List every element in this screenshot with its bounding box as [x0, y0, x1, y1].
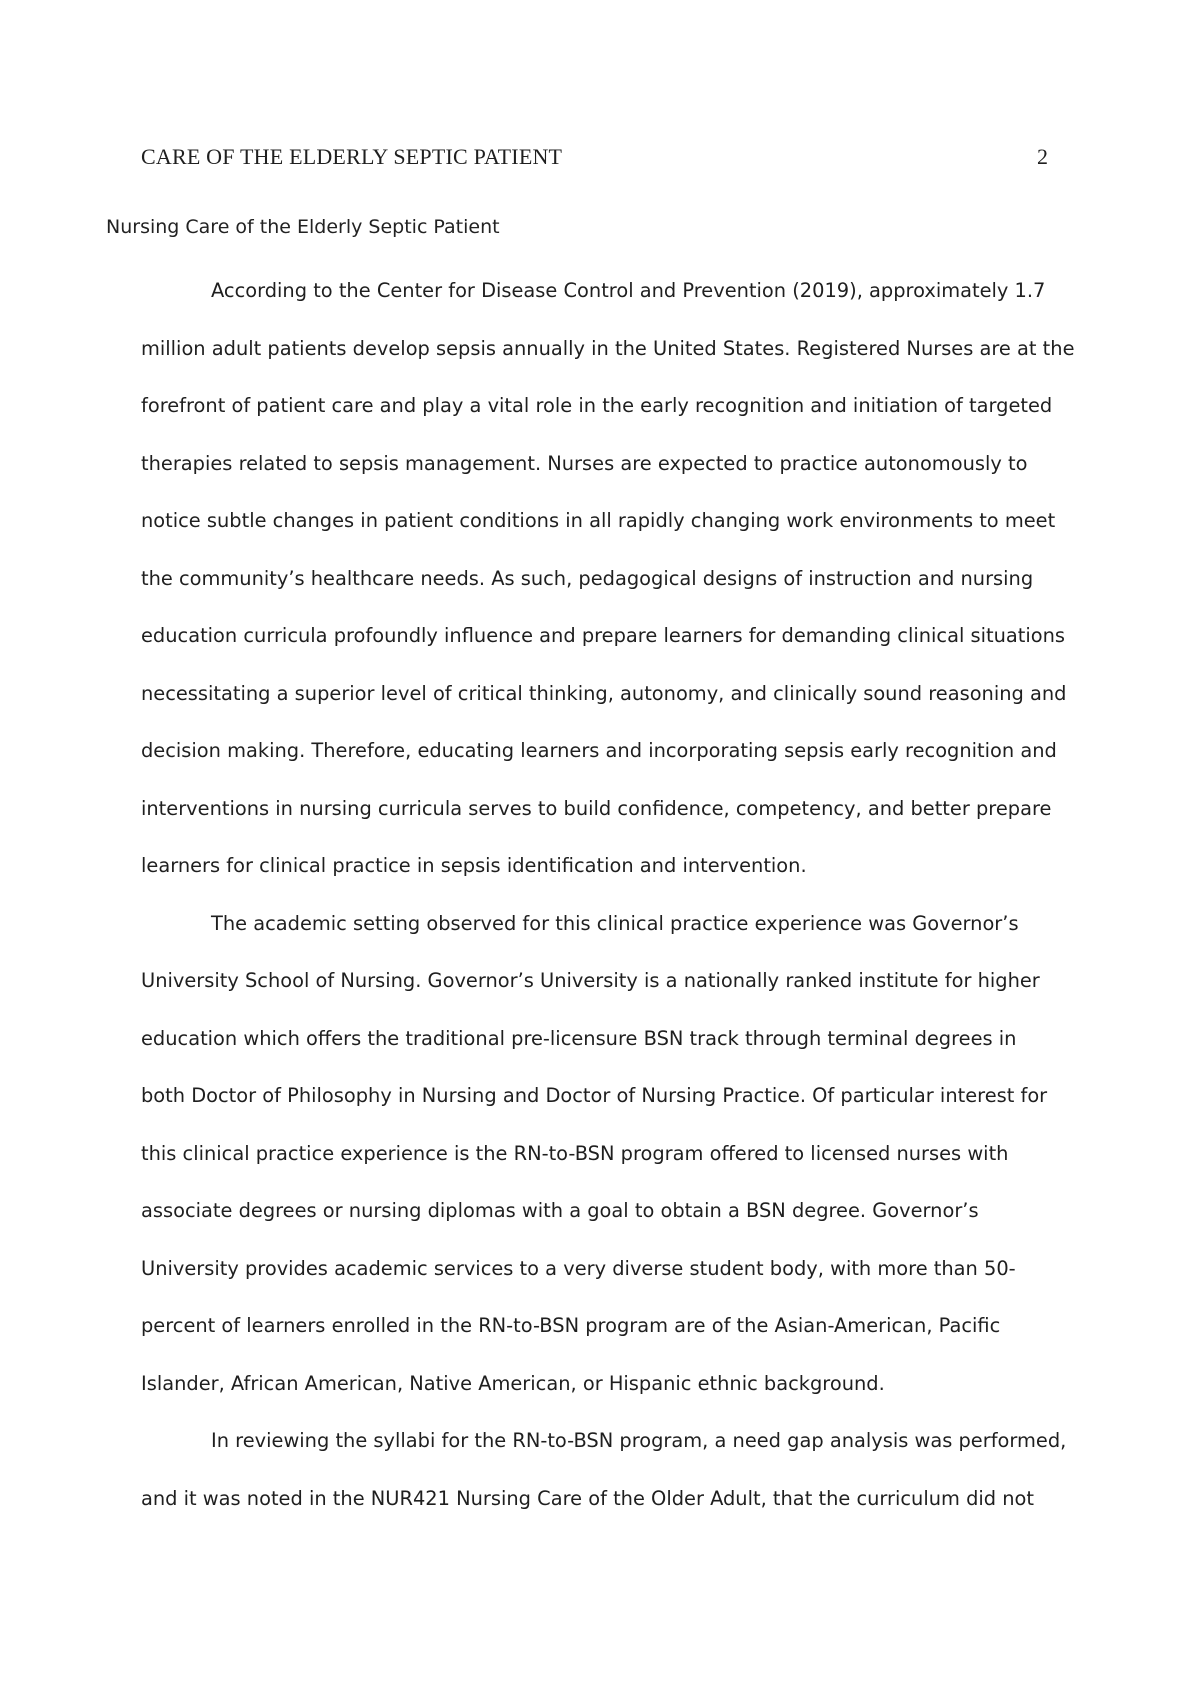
- text-line: and it was noted in the NUR421 Nursing Care of the Older Adult, that the curriculum did not: [141, 1486, 1034, 1510]
- text-line: education which offers the traditional pre-licensure BSN track through terminal degrees in: [141, 1026, 1017, 1050]
- text-line: therapies related to sepsis management. Nurses are expected to practice autonomously to: [141, 451, 1028, 475]
- text-line: associate degrees or nursing diplomas with a goal to obtain a BSN degree. Governor’s: [141, 1199, 979, 1222]
- text-line: University School of Nursing. Governor’s University is a nationally ranked institute for higher: [141, 969, 1040, 992]
- text-line: million adult patients develop sepsis annually in the United States. Registered Nurses are at the: [141, 336, 1075, 360]
- text-line: both Doctor of Philosophy in Nursing and Doctor of Nursing Practice. Of particular interest for: [141, 1084, 1048, 1107]
- text-line: percent of learners enrolled in the RN-to-BSN program are of the Asian-American, Pacific: [141, 1314, 1001, 1337]
- text-line: In reviewing the syllabi for the RN-to-BSN program, a need gap analysis was performed,: [211, 1429, 1067, 1452]
- text-line: necessitating a superior level of critical thinking, autonomy, and clinically sound reasoning and: [141, 681, 1067, 705]
- body-text: [141, 262, 1075, 1527]
- paragraph-3: [141, 1412, 1067, 1527]
- text-line: education curricula profoundly influence and prepare learners for demanding clinical situations: [141, 624, 1066, 647]
- text-line: notice subtle changes in patient conditions in all rapidly changing work environments to meet: [141, 509, 1056, 532]
- text-line: forefront of patient care and play a vital role in the early recognition and initiation of targeted: [141, 394, 1053, 417]
- paragraph-1: [141, 262, 1075, 895]
- section-heading: Nursing Care of the Elderly Septic Patient: [106, 216, 500, 238]
- text-line: University provides academic services to a very diverse student body, with more than 50-: [141, 1256, 1016, 1280]
- text-line: interventions in nursing curricula serves to build confidence, competency, and better prepare: [141, 796, 1052, 820]
- text-line: Islander, African American, Native American, or Hispanic ethnic background.: [141, 1371, 885, 1395]
- text-line: The academic setting observed for this clinical practice experience was Governor’s: [211, 911, 1019, 935]
- paragraph-2: [141, 895, 1061, 1413]
- text-line: the community’s healthcare needs. As such, pedagogical designs of instruction and nursing: [141, 566, 1034, 590]
- text-line: learners for clinical practice in sepsis identification and intervention.: [141, 854, 807, 877]
- text-line: this clinical practice experience is the RN-to-BSN program offered to licensed nurses with: [141, 1141, 1009, 1165]
- running-head: CARE OF THE ELDERLY SEPTIC PATIENT: [141, 144, 563, 169]
- text-line: decision making. Therefore, educating learners and incorporating sepsis early recognition and: [141, 739, 1057, 762]
- text-line: According to the Center for Disease Control and Prevention (2019), approximately 1.7: [211, 279, 1046, 302]
- page-number: 2: [1037, 144, 1048, 169]
